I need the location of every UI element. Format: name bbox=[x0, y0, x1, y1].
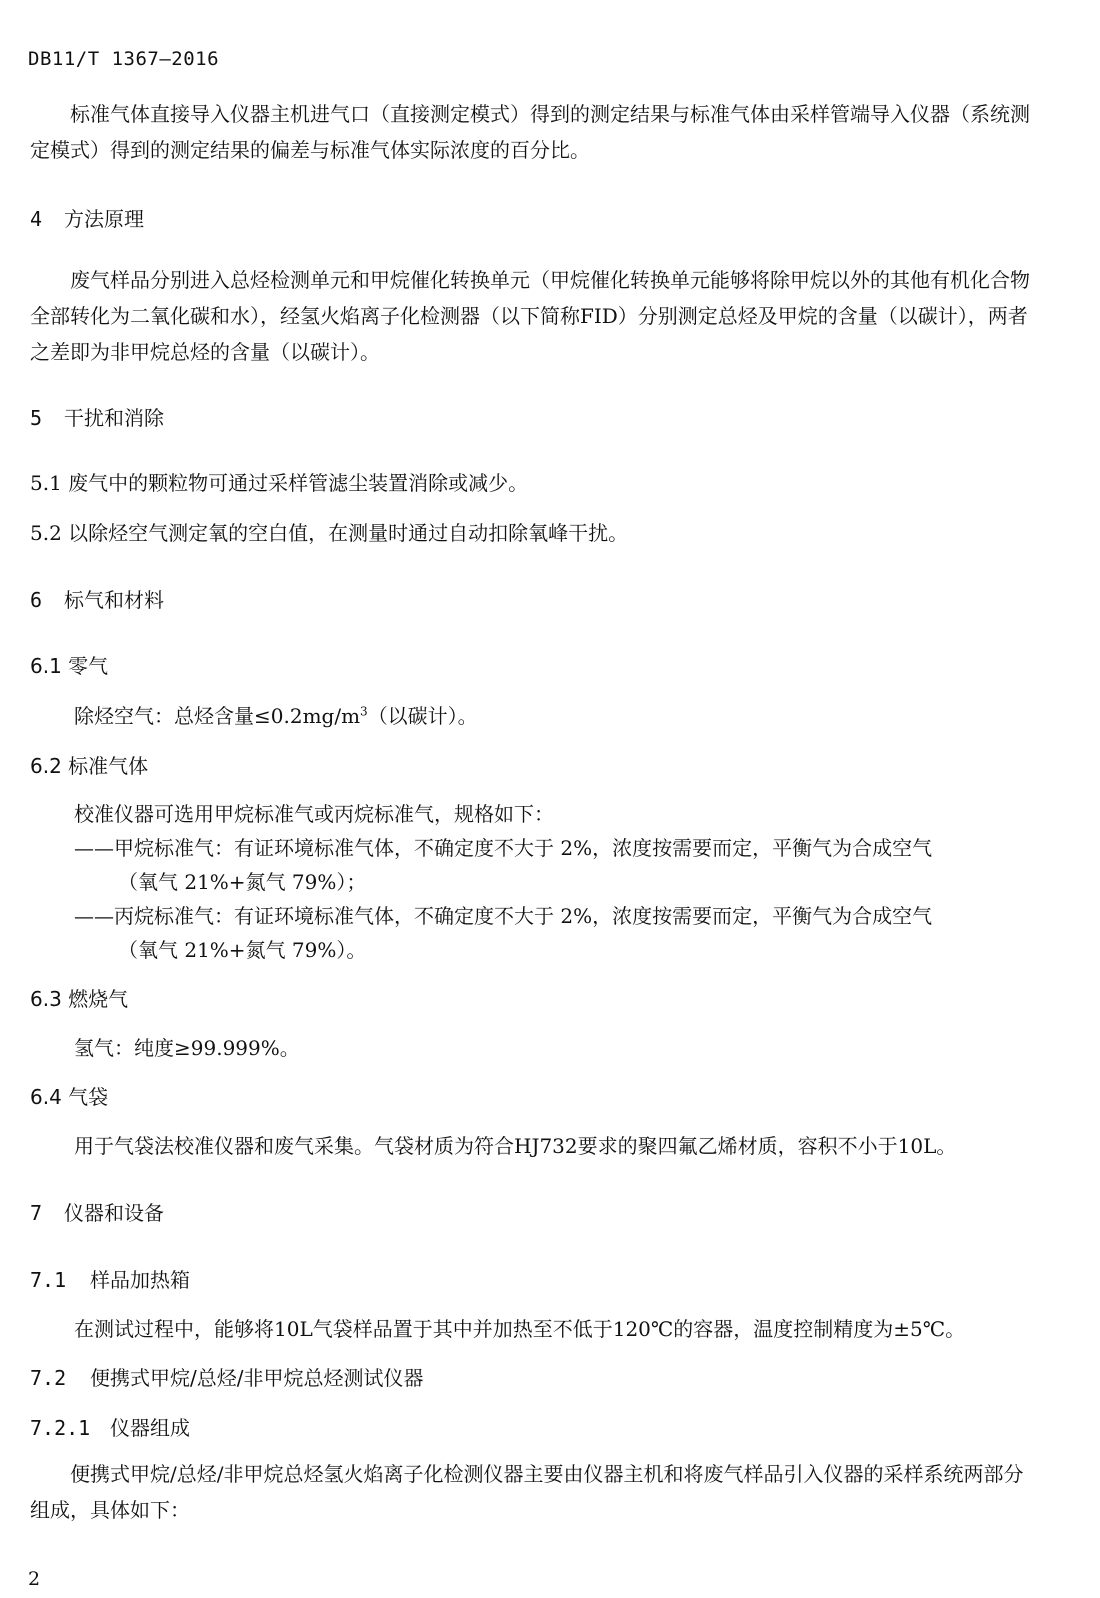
subsection-7-2-heading bbox=[30, 1362, 423, 1391]
subsection-title: 标准气体 bbox=[68, 754, 149, 778]
section-title: 标气和材料 bbox=[64, 588, 164, 612]
section-title: 方法原理 bbox=[64, 207, 144, 231]
methane-standard-line-2: （氧气 21%+氮气 79%）； bbox=[118, 870, 367, 894]
clause-number: 5.1 bbox=[30, 471, 62, 495]
section-number: 5 bbox=[30, 406, 43, 430]
subsection-6-2-heading bbox=[30, 750, 148, 779]
subsection-title: 仪器组成 bbox=[110, 1416, 190, 1440]
section-4-paragraph: 废气样品分别进入总烃检测单元和甲烷催化转换单元（甲烷催化转换单元能够将除甲烷以外的其他有机化合物全部转化为二氧化碳和水），经氢火焰离子化检测器（以下简称FID）分别测定总烃及甲烷的含量（以碳计），两者之差即为非甲烷总烃的含量（以碳计）。 bbox=[30, 268, 1030, 364]
subsection-title: 样品加热箱 bbox=[90, 1268, 190, 1292]
clause-text: 废气中的颗粒物可通过采样管滤尘装置消除或减少。 bbox=[68, 471, 529, 495]
subsection-number: 7.2 bbox=[30, 1366, 67, 1390]
instrument-composition-paragraph: 便携式甲烷/总烃/非甲烷总烃氢火焰离子化检测仪器主要由仪器主机和将废气样品引入仪器的采样系统两部分组成，具体如下： bbox=[30, 1462, 1024, 1522]
subsection-title: 燃烧气 bbox=[68, 987, 129, 1011]
subsection-7-1-heading bbox=[30, 1264, 190, 1293]
section-4-heading bbox=[30, 203, 144, 232]
section-7-heading bbox=[30, 1197, 164, 1226]
section-5-heading bbox=[30, 402, 164, 431]
section-number: 4 bbox=[30, 207, 43, 231]
zero-air-spec: 除烃空气：总烃含量$\le 0.2mg/m^3$（以碳计）。 bbox=[74, 704, 478, 728]
page-number: 2 bbox=[28, 1568, 41, 1590]
subsection-number: 7.2.1 bbox=[30, 1416, 91, 1440]
hydrogen-spec: 氢气：纯度≥99.999%。 bbox=[74, 1036, 300, 1060]
document-code: DB11/T 1367—2016 bbox=[28, 48, 220, 70]
section-6-heading bbox=[30, 584, 164, 613]
subsection-6-3-heading bbox=[30, 983, 128, 1012]
subsection-6-4-heading bbox=[30, 1081, 108, 1110]
subsection-number: 6.3 bbox=[30, 987, 62, 1011]
subsection-title: 零气 bbox=[68, 654, 109, 678]
heating-box-spec: 在测试过程中，能够将10L气袋样品置于其中并加热至不低于120℃的容器，温度控制精度为±5℃。 bbox=[74, 1317, 966, 1341]
subsection-number: 6.4 bbox=[30, 1085, 62, 1109]
clause-5-1 bbox=[30, 467, 528, 496]
clause-5-2 bbox=[30, 517, 628, 546]
intro-paragraph: 标准气体直接导入仪器主机进气口（直接测定模式）得到的测定结果与标准气体由采样管端导入仪器（系统测定模式）得到的测定结果的偏差与标准气体实际浓度的百分比。 bbox=[30, 102, 1030, 162]
subsection-number: 6.2 bbox=[30, 754, 62, 778]
methane-standard-line-1: ——甲烷标准气：有证环境标准气体，不确定度不大于 2%，浓度按需要而定，平衡气为合成空气 bbox=[74, 836, 933, 860]
propane-standard-line-1: ——丙烷标准气：有证环境标准气体，不确定度不大于 2%，浓度按需要而定，平衡气为合成空气 bbox=[74, 904, 933, 928]
section-number: 6 bbox=[30, 588, 43, 612]
section-title: 干扰和消除 bbox=[64, 406, 164, 430]
subsection-7-2-1-heading bbox=[30, 1412, 190, 1441]
clause-number: 5.2 bbox=[30, 521, 62, 545]
section-title: 仪器和设备 bbox=[64, 1201, 164, 1225]
subsection-number: 6.1 bbox=[30, 654, 62, 678]
propane-standard-line-2: （氧气 21%+氮气 79%）。 bbox=[118, 938, 367, 962]
subsection-number: 7.1 bbox=[30, 1268, 67, 1292]
subsection-title: 气袋 bbox=[68, 1085, 109, 1109]
subsection-title: 便携式甲烷/总烃/非甲烷总烃测试仪器 bbox=[90, 1366, 424, 1390]
subsection-6-1-heading bbox=[30, 650, 108, 679]
gas-bag-spec: 用于气袋法校准仪器和废气采集。气袋材质为符合HJ732要求的聚四氟乙烯材质，容积不小于10L。 bbox=[74, 1134, 957, 1158]
clause-text: 以除烃空气测定氧的空白值，在测量时通过自动扣除氧峰干扰。 bbox=[68, 521, 629, 545]
section-number: 7 bbox=[30, 1201, 43, 1225]
standard-gas-intro: 校准仪器可选用甲烷标准气或丙烷标准气，规格如下： bbox=[74, 802, 554, 826]
